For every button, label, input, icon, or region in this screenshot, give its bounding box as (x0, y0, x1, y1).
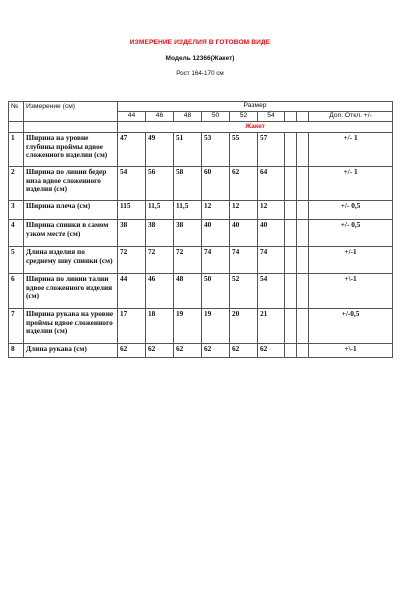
row-value-size-54: 64 (258, 167, 285, 201)
row-value-size-46: 38 (146, 220, 174, 247)
size-50: 50 (202, 112, 230, 122)
row-value-size-54: 74 (258, 247, 285, 274)
row-empty-1 (285, 274, 297, 309)
row-value-size-48: 51 (174, 133, 202, 167)
header-measurement: Измерение (см) (24, 102, 118, 122)
row-empty-2 (297, 344, 309, 358)
row-value-size-52: 52 (230, 274, 258, 309)
row-value-size-54: 40 (258, 220, 285, 247)
row-empty-1 (285, 220, 297, 247)
measurement-table (8, 101, 393, 358)
row-empty-2 (297, 247, 309, 274)
row-tolerance: +/- 1 (309, 133, 393, 167)
row-value-size-44: 47 (118, 133, 146, 167)
size-52: 52 (230, 112, 258, 122)
row-value-size-50: 53 (202, 133, 230, 167)
row-tolerance: +/- 1 (309, 167, 393, 201)
row-value-size-50: 50 (202, 274, 230, 309)
row-value-size-46: 46 (146, 274, 174, 309)
row-empty-2 (297, 167, 309, 201)
size-44: 44 (118, 112, 146, 122)
row-measurement-name: Длина рукава (см) (24, 344, 118, 358)
row-value-size-50: 74 (202, 247, 230, 274)
row-value-size-44: 38 (118, 220, 146, 247)
row-empty-2 (297, 201, 309, 220)
section-jacket: Жакет (118, 122, 393, 133)
row-measurement-name: Длина изделия по среднему шву спинки (см) (24, 247, 118, 274)
row-value-size-44: 115 (118, 201, 146, 220)
table-row (9, 133, 393, 167)
row-measurement-name: Ширина плеча (см) (24, 201, 118, 220)
row-empty-2 (297, 274, 309, 309)
row-empty-2 (297, 309, 309, 344)
size-48: 48 (174, 112, 202, 122)
table-row (9, 167, 393, 201)
row-empty-2 (297, 220, 309, 247)
row-value-size-44: 62 (118, 344, 146, 358)
model-label: Модель 12366(Жакет) (165, 55, 235, 62)
row-value-size-50: 40 (202, 220, 230, 247)
row-value-size-52: 20 (230, 309, 258, 344)
size-empty-2 (297, 112, 309, 122)
row-empty-1 (285, 344, 297, 358)
size-46: 46 (146, 112, 174, 122)
row-value-size-44: 72 (118, 247, 146, 274)
table-row (9, 274, 393, 309)
header-size: Размер (118, 102, 393, 112)
row-value-size-50: 62 (202, 344, 230, 358)
row-value-size-44: 17 (118, 309, 146, 344)
height-range-label: Рост 164-170 см (176, 70, 224, 77)
table-row (9, 344, 393, 358)
size-empty-1 (285, 112, 297, 122)
row-value-size-52: 40 (230, 220, 258, 247)
row-measurement-name: Ширина на уровне глубины проймы вдвое сложенного изделии (см) (24, 133, 118, 167)
section-row (9, 122, 393, 133)
table-row (9, 309, 393, 344)
row-number: 6 (9, 274, 24, 309)
row-number: 4 (9, 220, 24, 247)
row-measurement-name: Ширина по линии бедер низа вдвое сложенного изделия (см) (24, 167, 118, 201)
row-measurement-name: Ширина рукава на уровне проймы вдвое сложенного изделии (см) (24, 309, 118, 344)
header-number: № (9, 102, 24, 122)
measurement-rows (9, 133, 393, 358)
row-number: 1 (9, 133, 24, 167)
row-tolerance: +\-1 (309, 274, 393, 309)
table-header-row (9, 102, 393, 112)
row-number: 2 (9, 167, 24, 201)
table-row (9, 201, 393, 220)
row-empty-1 (285, 167, 297, 201)
row-value-size-54: 12 (258, 201, 285, 220)
row-value-size-48: 38 (174, 220, 202, 247)
row-tolerance: +/-0,5 (309, 309, 393, 344)
row-empty-1 (285, 133, 297, 167)
row-value-size-48: 11,5 (174, 201, 202, 220)
row-value-size-52: 62 (230, 167, 258, 201)
row-value-size-46: 49 (146, 133, 174, 167)
row-value-size-50: 12 (202, 201, 230, 220)
row-value-size-48: 58 (174, 167, 202, 201)
size-54: 54 (258, 112, 285, 122)
row-number: 8 (9, 344, 24, 358)
row-value-size-54: 57 (258, 133, 285, 167)
table-row (9, 220, 393, 247)
row-tolerance: +/- 0,5 (309, 220, 393, 247)
row-empty-1 (285, 309, 297, 344)
row-measurement-name: Ширина спинки в самом узком месте (см) (24, 220, 118, 247)
row-value-size-48: 62 (174, 344, 202, 358)
row-value-size-48: 48 (174, 274, 202, 309)
row-measurement-name: Ширина по линии талии вдвое сложенного изделия (см) (24, 274, 118, 309)
row-empty-1 (285, 201, 297, 220)
row-value-size-54: 54 (258, 274, 285, 309)
row-value-size-52: 74 (230, 247, 258, 274)
row-value-size-52: 62 (230, 344, 258, 358)
row-value-size-52: 12 (230, 201, 258, 220)
row-empty-1 (285, 247, 297, 274)
table-row (9, 247, 393, 274)
row-number: 3 (9, 201, 24, 220)
row-number: 7 (9, 309, 24, 344)
row-value-size-48: 72 (174, 247, 202, 274)
row-value-size-46: 72 (146, 247, 174, 274)
row-value-size-54: 21 (258, 309, 285, 344)
row-value-size-46: 62 (146, 344, 174, 358)
row-value-size-44: 44 (118, 274, 146, 309)
row-tolerance: +/- 0,5 (309, 201, 393, 220)
row-tolerance: +\-1 (309, 344, 393, 358)
row-number: 5 (9, 247, 24, 274)
row-value-size-54: 62 (258, 344, 285, 358)
row-value-size-46: 18 (146, 309, 174, 344)
row-value-size-50: 19 (202, 309, 230, 344)
row-value-size-46: 56 (146, 167, 174, 201)
row-value-size-46: 11,5 (146, 201, 174, 220)
row-value-size-44: 54 (118, 167, 146, 201)
header-tolerance: Доп. Откл. +/- (309, 112, 393, 122)
document-title: ИЗМЕРЕНИЕ ИЗДЕЛИЯ В ГОТОВОМ ВИДЕ (129, 39, 271, 46)
row-tolerance: +/-1 (309, 247, 393, 274)
row-value-size-50: 60 (202, 167, 230, 201)
row-value-size-52: 55 (230, 133, 258, 167)
row-empty-2 (297, 133, 309, 167)
row-value-size-48: 19 (174, 309, 202, 344)
